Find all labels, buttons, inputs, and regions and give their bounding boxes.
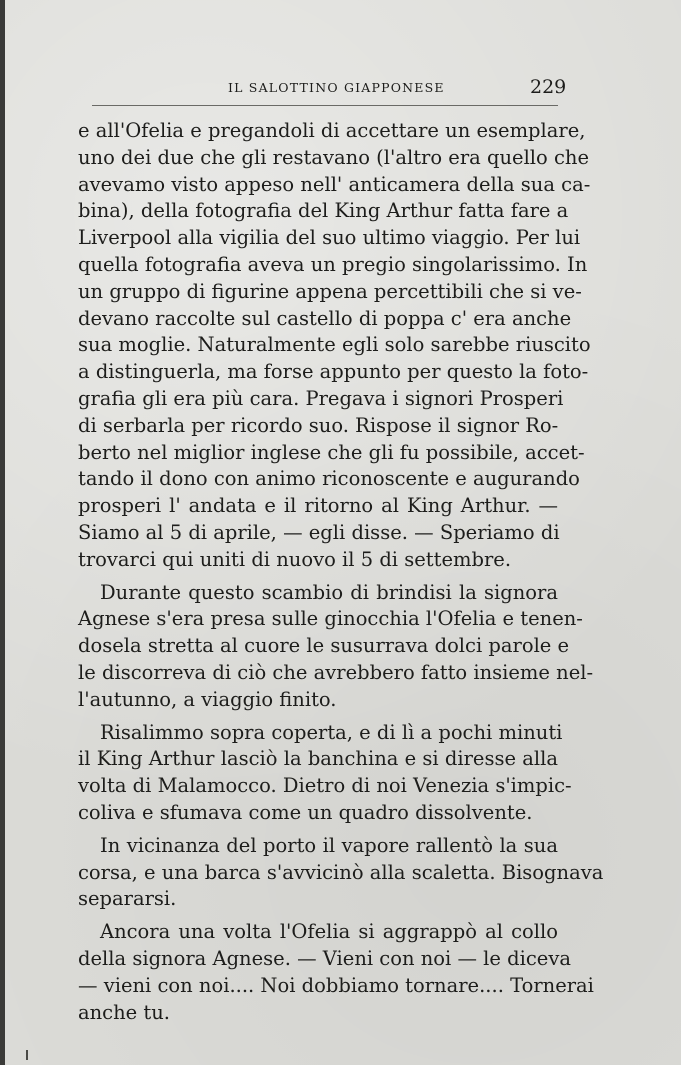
text-line: l'autunno, a viaggio finito. bbox=[78, 687, 337, 711]
text-line: Liverpool alla vigilia del suo ultimo viaggio. Per lui bbox=[78, 226, 581, 250]
page-number: 229 bbox=[530, 76, 567, 98]
text-line: il King Arthur lasciò la banchina e si diresse alla bbox=[78, 747, 558, 771]
text-line: Siamo al 5 di aprile, — egli disse. — Speriamo di bbox=[78, 520, 560, 544]
text-line: — vieni con noi.... Noi dobbiamo tornare.... Tornerai bbox=[78, 973, 594, 997]
text-line: Durante questo scambio di brindisi la signora bbox=[100, 580, 558, 604]
text-line: devano raccolte sul castello di poppa c' era anche bbox=[78, 306, 572, 330]
text-line: le discorreva di ciò che avrebbero fatto insieme nel- bbox=[78, 660, 594, 684]
text-line: di serbarla per ricordo suo. Rispose il signor Ro- bbox=[78, 413, 559, 437]
text-line: a distinguerla, ma forse appunto per questo la foto- bbox=[78, 360, 589, 384]
text-line: trovarci qui uniti di nuovo il 5 di settembre. bbox=[78, 547, 512, 571]
text-line: un gruppo di figurine appena percettibili che si ve- bbox=[78, 279, 582, 303]
text-line: Agnese s'era presa sulle ginocchia l'Ofelia e tenen- bbox=[78, 607, 583, 631]
text-line: della signora Agnese. — Vieni con noi — le diceva bbox=[78, 946, 571, 970]
text-line: uno dei due che gli restavano (l'altro era quello che bbox=[78, 145, 589, 169]
running-title: IL SALOTTINO GIAPPONESE bbox=[228, 80, 445, 95]
text-line: anche tu. bbox=[78, 1000, 170, 1024]
header-rule bbox=[92, 105, 558, 106]
text-line: berto nel miglior inglese che gli fu possibile, accet- bbox=[78, 440, 585, 464]
page-header bbox=[0, 76, 681, 106]
text-line: separarsi. bbox=[78, 887, 177, 911]
text-line: grafia gli era più cara. Pregava i signori Prosperi bbox=[78, 386, 564, 410]
text-line: corsa, e una barca s'avvicinò alla scaletta. Bisognava bbox=[78, 860, 604, 884]
text-line: quella fotografia aveva un pregio singolarissimo. In bbox=[78, 252, 588, 276]
text-line: bina), della fotografia del King Arthur fatta fare a bbox=[78, 199, 569, 223]
paragraph bbox=[78, 919, 594, 1026]
body-text bbox=[78, 118, 604, 1026]
paragraph bbox=[78, 720, 572, 827]
page-binding-edge bbox=[0, 0, 5, 1065]
paragraph bbox=[78, 118, 591, 574]
text-line: prosperi l' andata e il ritorno al King Arthur. — bbox=[78, 494, 558, 518]
text-line: volta di Malamocco. Dietro di noi Venezia s'impic- bbox=[78, 774, 572, 798]
scan-mark bbox=[26, 1050, 28, 1060]
paragraph bbox=[78, 580, 594, 714]
paragraph bbox=[78, 833, 604, 913]
text-line: e all'Ofelia e pregandoli di accettare un esemplare, bbox=[78, 119, 586, 142]
text-line: Ancora una volta l'Ofelia si aggrappò al collo bbox=[100, 920, 558, 944]
text-line: avevamo visto appeso nell' anticamera della sua ca- bbox=[78, 172, 591, 196]
text-line: dosela stretta al cuore le susurrava dolci parole e bbox=[78, 634, 570, 658]
text-line: In vicinanza del porto il vapore rallentò la sua bbox=[100, 833, 558, 857]
text-line: coliva e sfumava come un quadro dissolvente. bbox=[78, 800, 533, 824]
text-line: sua moglie. Naturalmente egli solo sarebbe riuscito bbox=[78, 333, 591, 357]
text-line: tando il dono con animo riconoscente e augurando bbox=[78, 467, 580, 491]
text-line: Risalimmo sopra coperta, e di lì a pochi minuti bbox=[100, 720, 563, 744]
